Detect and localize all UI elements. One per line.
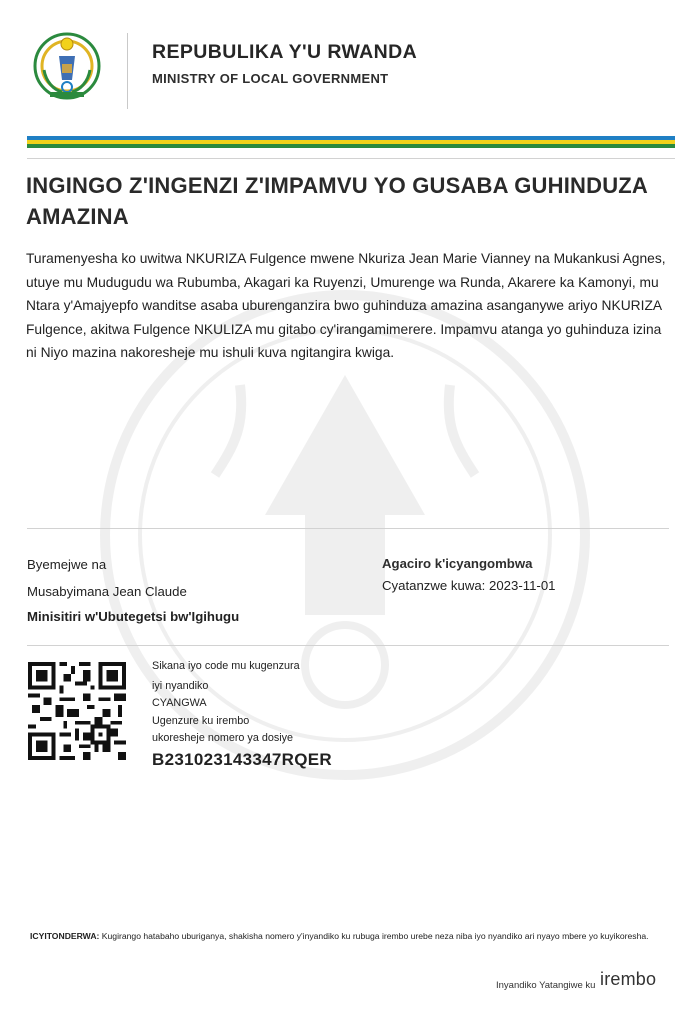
notice-text: Kugirango hatabaho uburiganya, shakisha nomero y'inyandiko ku rubuga irembo urebe neza niba iyo nyandiko ari nyayo mbere yo kuyikoresha. xyxy=(101,931,649,941)
issued-by-label: Inyandiko Yatangiwe ku xyxy=(496,980,596,991)
notice xyxy=(30,928,650,944)
flag-stripe-green xyxy=(27,144,675,148)
flag-band xyxy=(27,136,675,148)
qr-code-icon[interactable] xyxy=(28,662,126,760)
country-title: REPUBULIKA Y'U RWANDA xyxy=(152,41,418,63)
scan-instruction-2: iyi nyandiko xyxy=(152,680,209,692)
validity-label: Agaciro k'icyangombwa xyxy=(382,556,533,571)
header-rule xyxy=(27,158,675,159)
issued-date: Cyatanzwe kuwa: 2023-11-01 xyxy=(382,578,556,593)
approved-by-label: Byemejwe na xyxy=(27,557,107,572)
section-rule xyxy=(27,528,669,529)
ministry-name: MINISTRY OF LOCAL GOVERNMENT xyxy=(152,71,389,86)
or-text: CYANGWA xyxy=(152,697,207,709)
document-body: Turamenyesha ko uwitwa NKURIZA Fulgence mwene Nkuriza Jean Marie Vianney na Mukankusi Agnes, utuye mu Mudugudu wa Rubumba, Akagari ka Ruyenzi, Umurenge wa Runda, Akarere ka Kamonyi, mu Ntara y'Amajyepfo wanditse asaba uburenganzira bwo guhinduza amazina asanganywe ariyo NKURIZA Fulgence, akitwa Fulgence NKULIZA mu gitabo cy'irangamimerere. Impamvu atanga yo guhinduza izina ni Niyo mazina nakoresheje mu ishuli kuva ngitangira kwiga. xyxy=(26,251,666,360)
notice-label: ICYITONDERWA: xyxy=(30,931,100,941)
rwanda-coat-of-arms-icon xyxy=(32,30,102,102)
verification-rule xyxy=(27,645,669,646)
approver-name: Musabyimana Jean Claude xyxy=(27,584,187,599)
irembo-logo[interactable]: irembo xyxy=(600,969,657,989)
irembo-instruction-2: ukoresheje nomero ya dosiye xyxy=(152,732,294,744)
scan-instruction: Sikana iyo code mu kugenzura xyxy=(152,660,300,672)
document-title: INGINGO Z'INGENZI Z'IMPAMVU YO GUSABA GUHINDUZA AMAZINA xyxy=(26,173,648,229)
header-divider xyxy=(127,33,128,109)
irembo-instruction: Ugenzure ku irembo xyxy=(152,715,250,727)
document-number: B231023143347RQER xyxy=(152,750,332,769)
approver-title: Minisitiri w'Ubutegetsi bw'Igihugu xyxy=(27,609,240,624)
